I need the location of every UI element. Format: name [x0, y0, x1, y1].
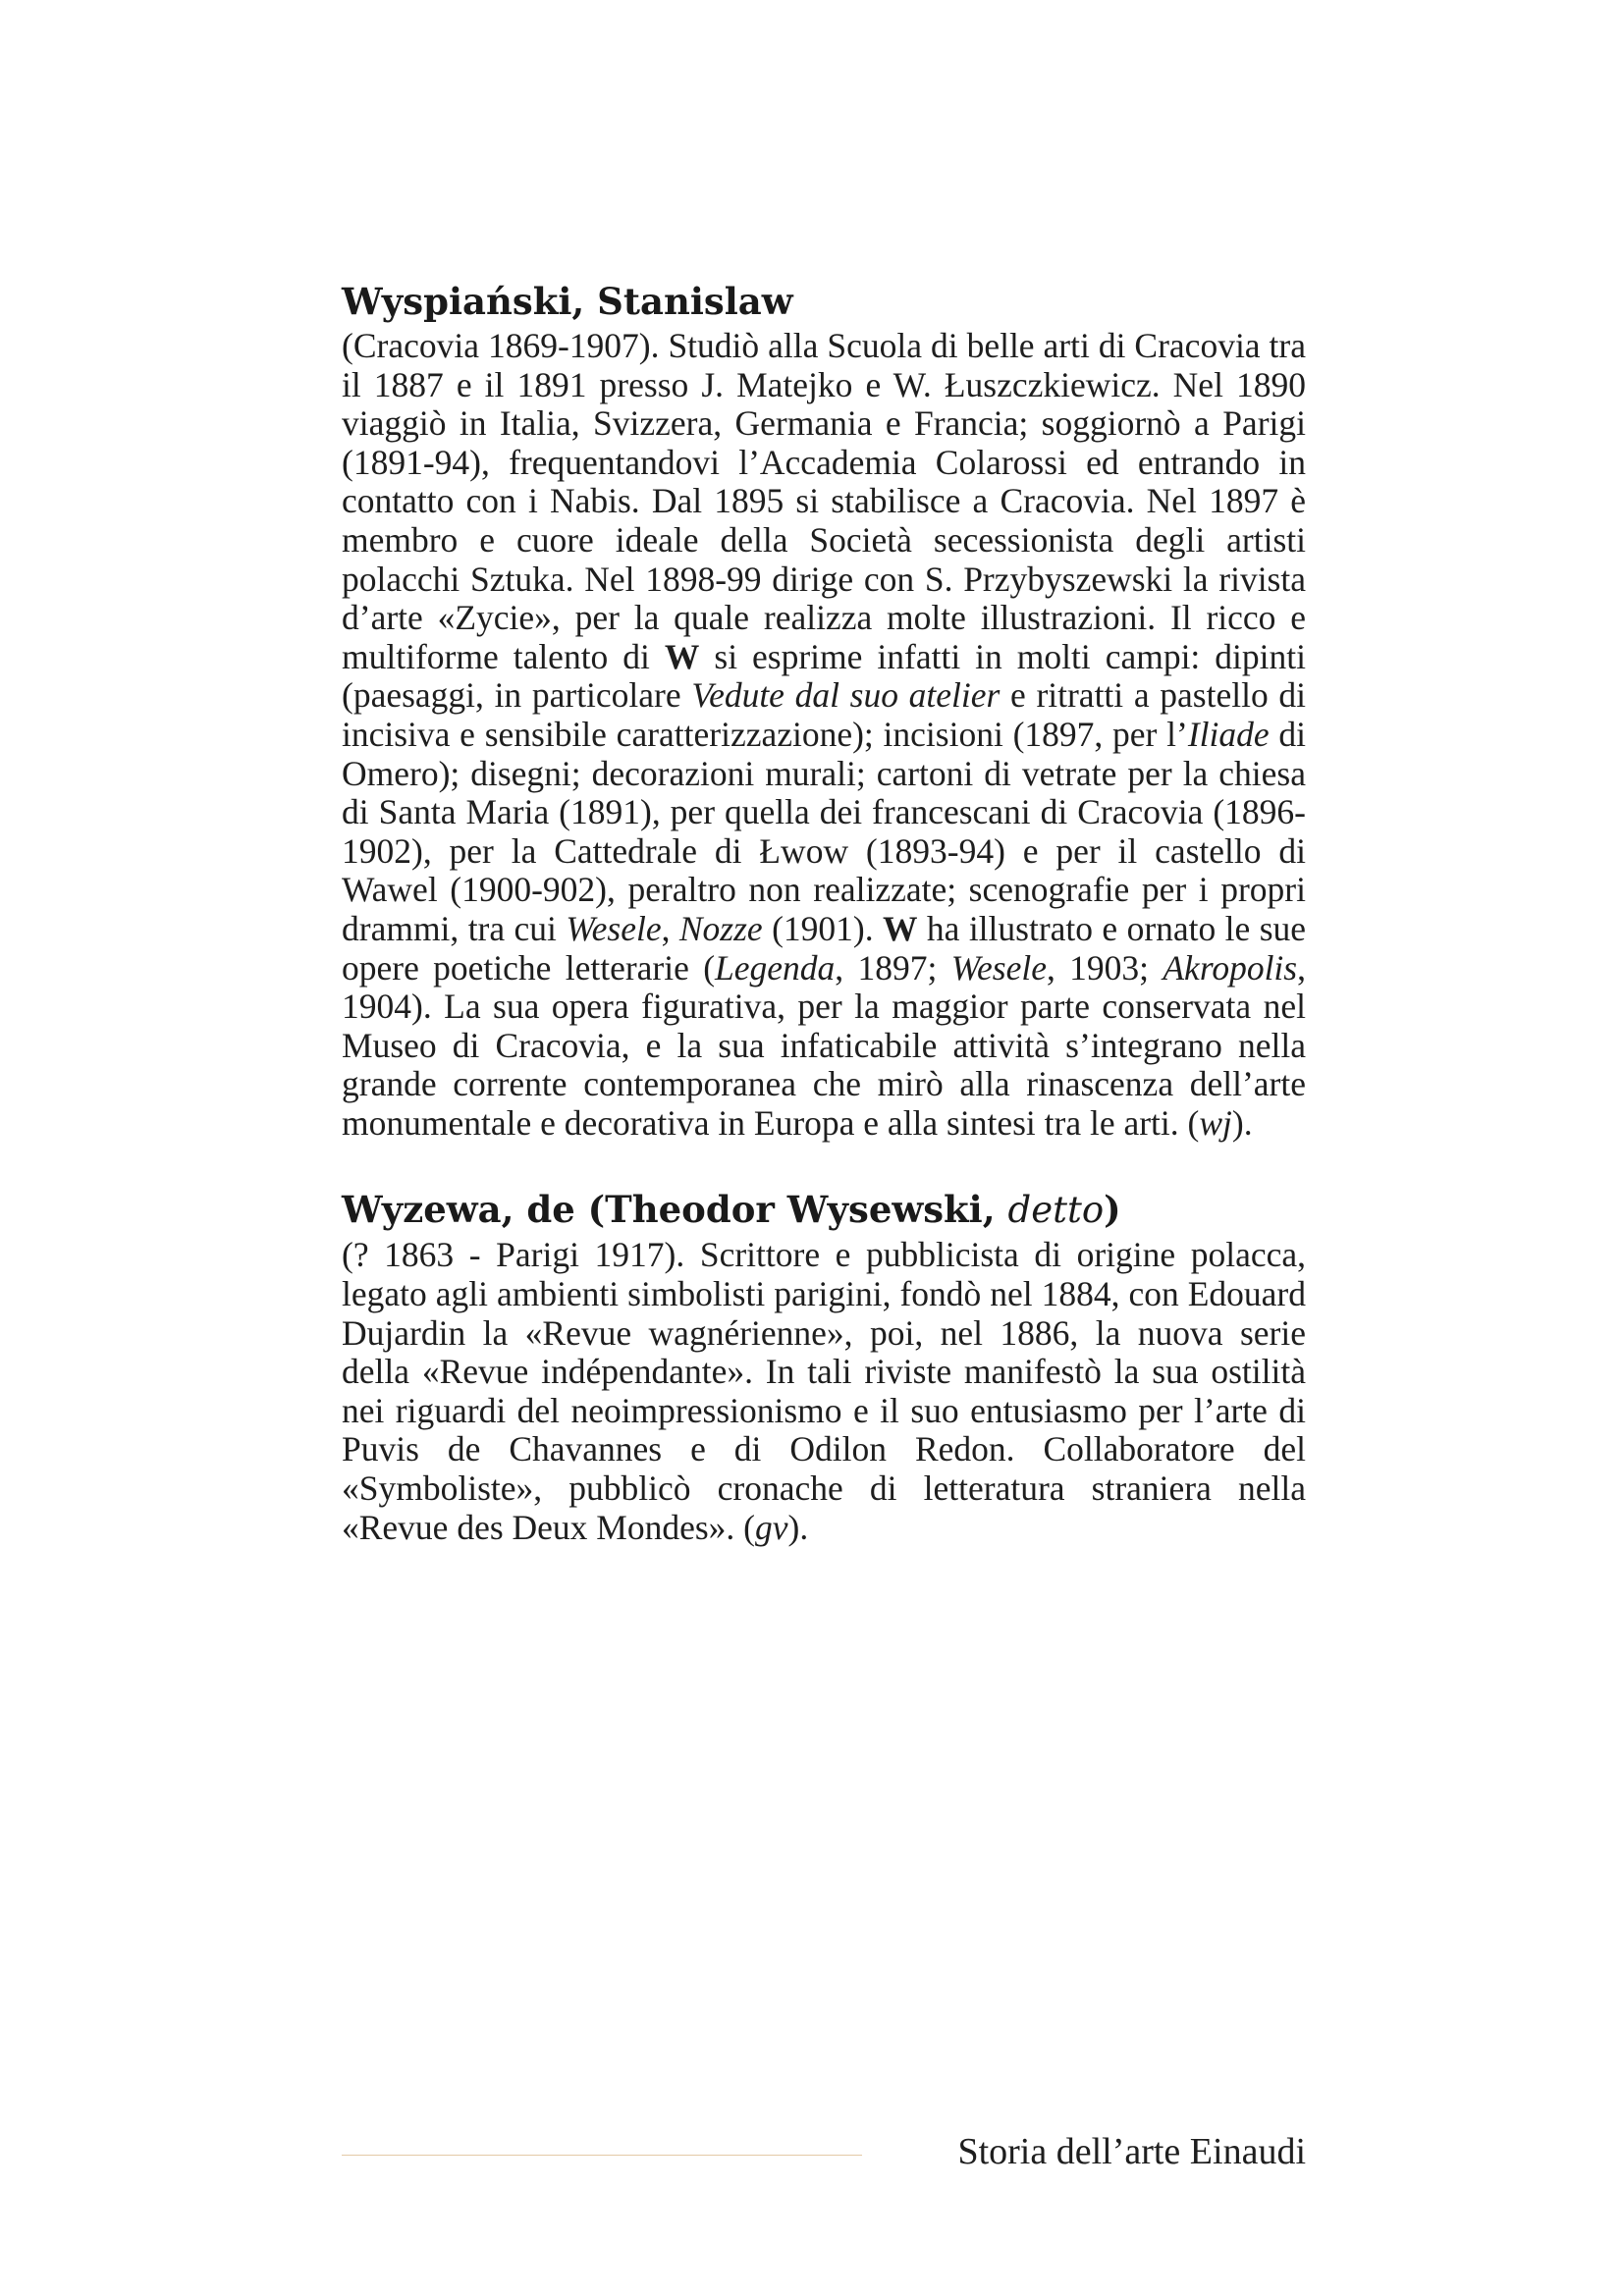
footer-rule	[342, 2155, 862, 2156]
page-content	[342, 278, 1306, 1590]
entry-title: Wyspiański, Stanislaw	[342, 280, 793, 323]
italic-text: Nozze	[678, 908, 763, 948]
italic-text: Vedute dal suo atelier	[691, 675, 1001, 716]
italic-text: Wesele	[950, 947, 1047, 988]
italic-text: Iliade	[1187, 714, 1270, 754]
italic-text: Akropolis	[1163, 947, 1298, 988]
entry-body: (? 1863 - Parigi 1917). Scrittore e pubblicista di origine polacca, legato agli ambienti simbolisti parigini, fondò nel 1884, con Edouard Dujardin la «Revue wagnérienne», poi, nel 1886, la nuova serie della «Revue indépendante». In tali riviste manifestò la sua ostilità nei riguardi del neoimpressionismo e il suo entusiasmo per l’arte di Puvis de Chavannes e di Odilon Redon. Collaboratore del «Symboliste», pubblicò cronache di letteratura straniera nella «Revue des Deux Mondes». (gv).	[342, 1235, 1306, 1547]
entry-title-italic: detto	[1007, 1189, 1105, 1232]
italic-text: Wesele	[566, 908, 662, 948]
entry-wyspianski	[342, 278, 1306, 1143]
footer-label: Storia dell’arte Einaudi	[957, 2131, 1306, 2172]
entry-wyzewa	[342, 1186, 1306, 1547]
entry-title-end: )	[1104, 1188, 1121, 1232]
entry-body: (Cracovia 1869-1907). Studiò alla Scuola di belle arti di Cracovia tra il 1887 e il 1891 presso J. Matejko e W. Łuszczkiewicz. Nel 1890 viaggiò in Italia, Svizzera, Germania e Francia; soggiornò a Parigi (1891-94), frequentandovi l’Accademia Colarossi ed entrando in contatto con i Nabis. Dal 1895 si stabilisce a Cracovia. Nel 1897 è membro e cuore ideale della Società secessionista degli artisti polacchi Sztuka. Nel 1898-99 dirige con S. Przybyszewski la rivista d’arte «Zycie», per la quale realizza molte illustrazioni. Il ricco e multiforme talento di W si esprime infatti in molti campi: dipinti (paesaggi, in particolare Vedute dal suo atelier e ritratti a pastello di incisiva e sensibile caratterizzazione); incisioni (1897, per l’Iliade di Omero); disegni; decorazioni murali; cartoni di vetrate per la chiesa di Santa Maria (1891), per quella dei francescani di Cracovia (1896-1902), per la Cattedrale di Łwow (1893-94) e per il castello di Wawel (1900-902), peraltro non realizzate; scenografie per i propri drammi, tra cui Wesele, Nozze (1901). W ha illustrato e ornato le sue opere poetiche letterarie (Legenda, 1897; Wesele, 1903; Akropolis, 1904). La sua opera figurativa, per la maggior parte conservata nel Museo di Cracovia, e la sua infaticabile attività s’integrano nella grande corrente contemporanea che mirò alla rinascenza dell’arte monumentale e decorativa in Europa e alla sintesi tra le arti. (wj).	[342, 326, 1307, 1143]
entry-title	[342, 1186, 1306, 1234]
italic-text: Legenda	[715, 947, 836, 988]
bold-text: W	[664, 636, 700, 676]
italic-text: wj	[1199, 1102, 1232, 1143]
entry-title-main: Wyzewa, de (Theodor Wysewski,	[342, 1188, 1008, 1232]
bold-text: W	[883, 908, 918, 948]
page-footer	[342, 2128, 1306, 2177]
italic-text: gv	[755, 1507, 788, 1547]
